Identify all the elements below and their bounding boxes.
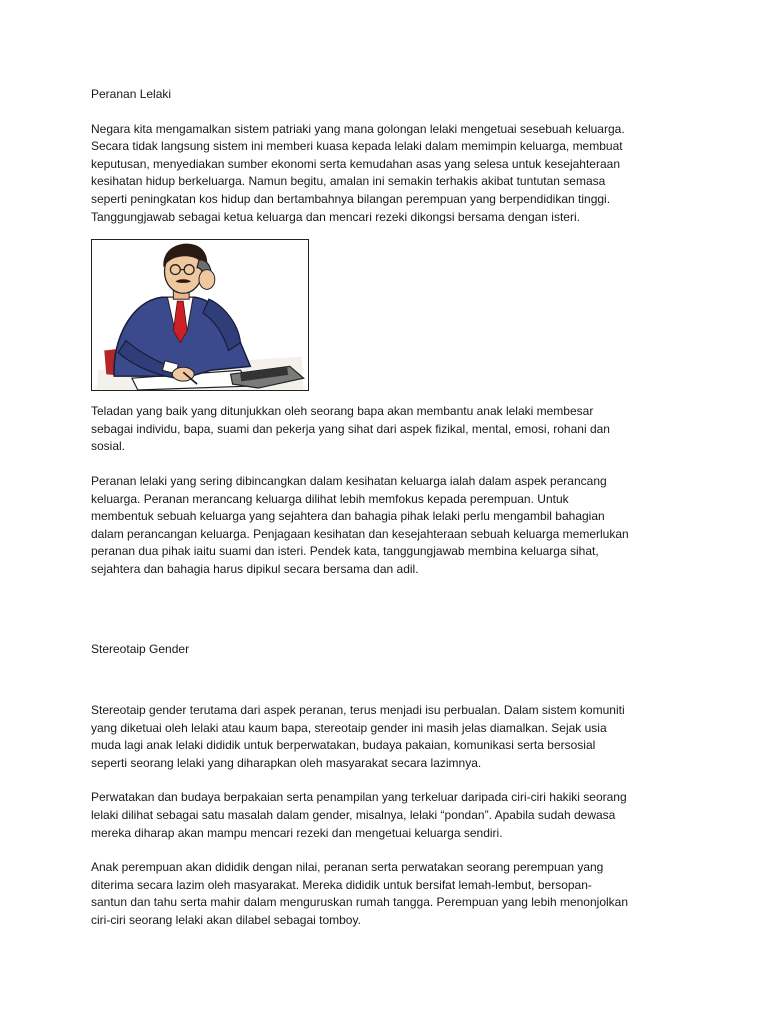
paragraph-stereotaip-peranan: Stereotaip gender terutama dari aspek peranan, terus menjadi isu perbualan. Dalam sistem komuniti yang diketuai oleh lelaki atau kaum bapa, stereotaip gender ini masih jelas diamalkan. Sejak usia muda lagi anak lelaki dididik untuk berperwatakan, budaya pakaian, komunikasi serta bersosial seperti seorang lelaki yang diharapkan oleh masyarakat secara lazimnya. <box>91 703 625 770</box>
paragraph-teladan-bapa: Teladan yang baik yang ditunjukkan oleh seorang bapa akan membantu anak lelaki membesar sebagai individu, bapa, suami dan pekerja yang sihat dari aspek fizikal, mental, emosi, rohani dan sosial. <box>91 404 610 454</box>
man-on-phone-icon <box>92 240 308 390</box>
section-heading-stereotaip-gender: Stereotaip Gender <box>91 641 190 656</box>
document-page <box>91 86 681 930</box>
man-on-phone-illustration <box>91 239 309 391</box>
paragraph-perwatakan-berpakaian: Perwatakan dan budaya berpakaian serta penampilan yang terkeluar daripada ciri-ciri hakiki seorang lelaki dilihat sebagai satu masalah dalam gender, misalnya, lelaki “pondan”. Apabila sudah dewasa mereka diharap akan mampu mencari rezeki dan mengetuai keluarga sendiri. <box>91 790 627 840</box>
paragraph-perancang-keluarga: Peranan lelaki yang sering dibincangkan dalam kesihatan keluarga ialah dalam aspek perancang keluarga. Peranan merancang keluarga dilihat lebih memfokus kepada perempuan. Untuk membentuk sebuah keluarga yang sejahtera dan bahagia pihak lelaki perlu mengambil bahagian dalam perancangan keluarga. Penjagaan kesihatan dan kesejahteraan sebuah keluarga memerlukan peranan dua pihak iaitu suami dan isteri. Pendek kata, tanggungjawab membina keluarga sihat, sejahtera dan bahagia harus dipikul secara bersama dan adil. <box>91 473 629 576</box>
paragraph-patriaki: Negara kita mengamalkan sistem patriaki yang mana golongan lelaki mengetuai sesebuah keluarga. Secara tidak langsung sistem ini memberi kuasa kepada lelaki dalam memimpin keluarga, membuat keputusan, menyediakan sumber ekonomi serta kemudahan asas yang selesa untuk kesejahteraan kesihatan hidup berkeluarga. Namun begitu, amalan ini semakin terhakis akibat tuntutan semasa seperti peningkatan kos hidup dan bertambahnya bilangan perempuan yang berpendidikan tinggi. Tanggungjawab sebagai ketua keluarga dan mencari rezeki dikongsi bersama dengan isteri. <box>91 121 625 224</box>
section-heading-peranan-lelaki: Peranan Lelaki <box>91 87 172 101</box>
paragraph-anak-perempuan: Anak perempuan akan dididik dengan nilai, peranan serta perwatakan seorang perempuan yang diterima secara lazim oleh masyarakat. Mereka dididik untuk bersifat lemah-lembut, bersopan- santun dan tahu serta mahir dalam menguruskan rumah tangga. Perempuan yang lebih menonjolkan ciri-ciri seorang lelaki akan dilabel sebagai tomboy. <box>91 860 628 928</box>
